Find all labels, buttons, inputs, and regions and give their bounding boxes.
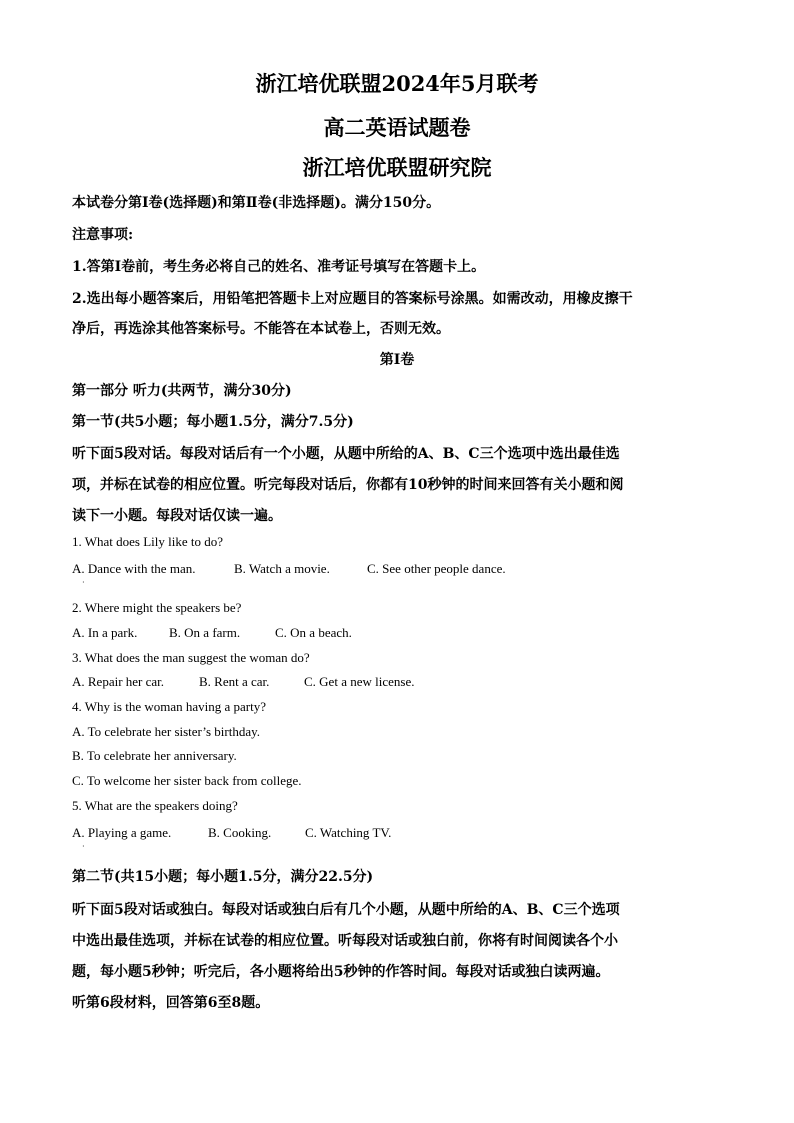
option-a: A. Playing a game.: [72, 825, 172, 840]
option-b: B. Cooking.: [208, 825, 272, 840]
question-5: 5. What are the speakers doing?: [72, 798, 238, 813]
note-2-line-1: 2.选出每小题答案后，用铅笔把答题卡上对应题目的答案标号涂黑。如需改动，用橡皮擦干: [72, 291, 633, 307]
option-c: C. Get a new license.: [304, 674, 415, 689]
exam-title: 浙江培优联盟2024年5月联考: [255, 71, 539, 96]
question-3: 3. What does the man suggest the woman do?: [72, 650, 310, 665]
scan-mark: ·: [82, 842, 85, 851]
section2-instruction-2: 中选出最佳选项，并标在试卷的相应位置。听每段对话或独白前，你将有时间阅读各个小: [72, 933, 618, 949]
option-a: A. Dance with the man.: [72, 561, 196, 576]
scan-mark: ·: [82, 578, 85, 587]
note-2-line-2: 净后，再选涂其他答案标号。不能答在本试卷上，否则无效。: [72, 321, 450, 337]
question-2-options: [72, 625, 352, 641]
question-5-options: [72, 825, 391, 841]
option-a: A. Repair her car.: [72, 674, 165, 689]
option-b: B. Rent a car.: [199, 674, 270, 689]
intro-line: 本试卷分第Ⅰ卷(选择题)和第Ⅱ卷(非选择题)。满分150分。: [72, 195, 441, 211]
option-b: B. Watch a movie.: [234, 561, 330, 576]
question-1: 1. What does Lily like to do?: [72, 534, 224, 549]
section2-heading: 第二节(共15小题；每小题1.5分，满分22.5分): [72, 869, 374, 885]
notes-heading: 注意事项:: [72, 227, 134, 243]
question-4: 4. Why is the woman having a party?: [72, 699, 266, 714]
option-b: B. On a farm.: [169, 625, 241, 640]
option-a: A. In a park.: [72, 625, 138, 640]
section1-instruction-2: 项，并标在试卷的相应位置。听完每段对话后，你都有10秒钟的时间来回答有关小题和阅: [72, 477, 624, 493]
question-4-option-b: B. To celebrate her anniversary.: [72, 748, 237, 763]
note-1: 1.答第Ⅰ卷前，考生务必将自己的姓名、准考证号填写在答题卡上。: [72, 259, 486, 275]
question-2: 2. Where might the speakers be?: [72, 600, 242, 615]
section1-heading: 第一节(共5小题；每小题1.5分，满分7.5分): [72, 414, 354, 430]
section2-instruction-1: 听下面5段对话或独白。每段对话或独白后有几个小题，从题中所给的A、B、C三个选项: [72, 902, 620, 918]
section1-instruction-3: 读下一小题。每段对话仅读一遍。: [72, 508, 282, 524]
volume-heading: 第Ⅰ卷: [379, 352, 415, 368]
section2-instruction-4: 听第6段材料，回答第6至8题。: [72, 995, 270, 1011]
part1-heading: 第一部分 听力(共两节，满分30分): [72, 383, 292, 399]
question-1-options: [72, 561, 506, 577]
question-3-options: [72, 674, 414, 690]
exam-subtitle: 高二英语试题卷: [323, 115, 471, 140]
question-4-option-a: A. To celebrate her sister’s birthday.: [72, 724, 261, 739]
exam-publisher: 浙江培优联盟研究院: [302, 155, 492, 180]
question-4-option-c: C. To welcome her sister back from college.: [72, 773, 302, 788]
section2-instruction-3: 题，每小题5秒钟；听完后，各小题将给出5秒钟的作答时间。每段对话或独白读两遍。: [72, 964, 610, 980]
option-c: C. On a beach.: [275, 625, 352, 640]
option-c: C. Watching TV.: [305, 825, 392, 840]
option-c: C. See other people dance.: [367, 561, 506, 576]
section1-instruction-1: 听下面5段对话。每段对话后有一个小题，从题中所给的A、B、C三个选项中选出最佳选: [72, 446, 620, 462]
